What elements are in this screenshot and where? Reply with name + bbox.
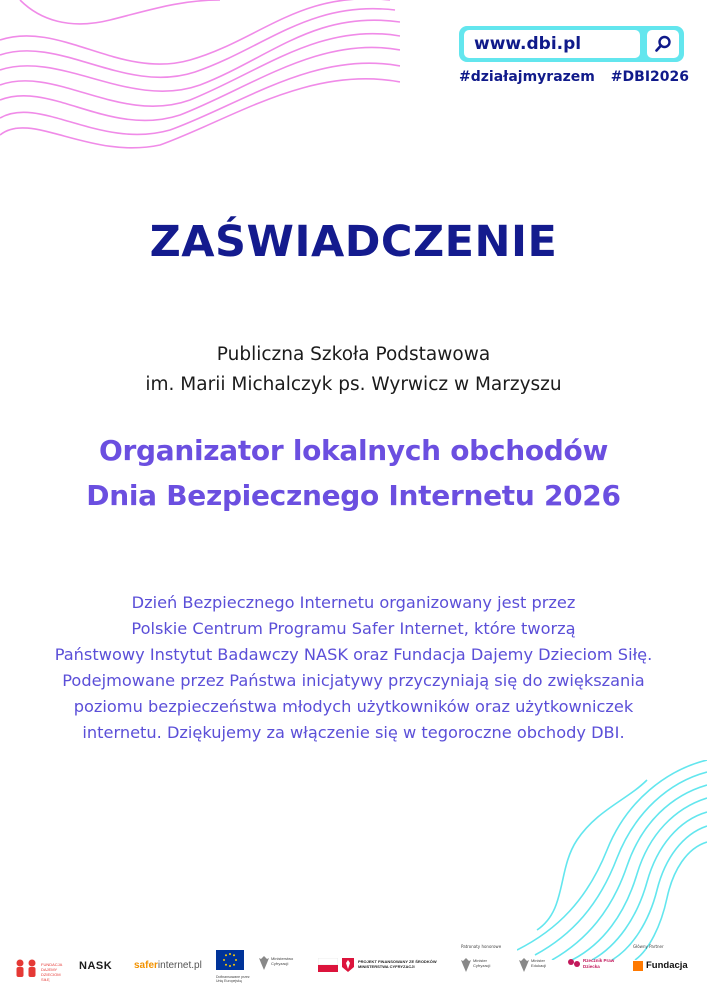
saferinternet-part-b: internet.pl	[157, 960, 202, 971]
patron-2-text: Minister Edukacji	[531, 958, 547, 968]
certificate-title: ZAŚWIADCZENIE	[149, 217, 558, 267]
description-line: internetu. Dziękujemy za włączenie się w tegoroczne obchody DBI.	[82, 723, 625, 742]
partner-logo	[633, 960, 688, 971]
description-line: Polskie Centrum Programu Safer Internet, które tworzą	[131, 619, 576, 638]
hashtags	[459, 69, 689, 85]
role-line-1: Organizator lokalnych obchodów	[98, 434, 609, 467]
saferinternet-logo	[134, 960, 202, 971]
patron-3-text: Rzecznik Praw Dziecka	[583, 958, 615, 969]
eagle-icon	[519, 958, 529, 972]
footer-logos	[0, 940, 707, 1000]
partner-text: Fundacja	[646, 960, 688, 971]
patron-ministry-education	[519, 958, 559, 972]
eu-text: Dofinansowane przez Unię Europejską	[216, 975, 250, 983]
description-line: Podejmowane przez Państwa inicjatywy przyczyniają się do zwiększania	[62, 671, 645, 690]
cyan-wave-decoration	[517, 760, 707, 960]
description-line: Państwowy Instytut Badawczy NASK oraz Fundacja Dajemy Dzieciom Siłę.	[54, 645, 653, 664]
eu-logo	[216, 950, 250, 983]
hashtag-dbi2026: #DBI2026	[610, 69, 689, 85]
polish-flag-icon	[318, 958, 338, 972]
orange-square-icon	[633, 961, 643, 971]
school-line-2: im. Marii Michalczyk ps. Wyrwicz w Marzyszu	[145, 374, 562, 395]
ministry-digital-text: Ministerstwo Cyfryzacji	[271, 956, 294, 966]
children-icon	[14, 958, 40, 982]
hashtag-dzialajmyrazem: #działajmyrazem	[459, 69, 595, 85]
description-line: poziomu bezpieczeństwa młodych użytkowników oraz użytkowniczek	[73, 697, 634, 716]
school-line-1: Publiczna Szkoła Podstawowa	[216, 344, 491, 365]
nask-logo: NASK	[79, 960, 113, 972]
url-field: www.dbi.pl	[464, 30, 640, 58]
ministry-digital-logo	[259, 956, 299, 970]
pink-wave-decoration	[0, 0, 400, 160]
search-icon	[654, 35, 672, 53]
patron-rpd	[567, 958, 619, 970]
patron-1-text: Minister Cyfryzacji	[473, 958, 491, 968]
search-button	[647, 30, 679, 58]
rpd-icon	[567, 958, 581, 970]
saferinternet-part-a: safer	[134, 960, 158, 971]
fdds-logo	[14, 954, 66, 984]
description	[0, 590, 707, 746]
patron-ministry-digital	[461, 958, 501, 972]
eagle-icon	[259, 956, 269, 970]
eagle-icon	[461, 958, 471, 972]
search-bar	[459, 26, 684, 62]
school-name	[0, 340, 707, 400]
role-line-2: Dnia Bezpiecznego Internetu 2026	[86, 479, 621, 512]
description-line: Dzień Bezpiecznego Internetu organizowany jest przez	[131, 593, 576, 612]
patronage-label: Patronaty honorowe	[461, 944, 502, 949]
fdds-text: FUNDACJA DAJEMY DZIECIOM SIŁĘ	[41, 962, 63, 982]
role-heading	[0, 428, 707, 518]
emblem-icon	[342, 958, 354, 972]
partner-label: Główny Partner	[633, 944, 664, 949]
eu-flag-icon	[216, 950, 244, 970]
project-text: PROJEKT FINANSOWANY ZE ŚRODKÓW MINISTERSTWA CYFRYZACJI	[358, 959, 437, 969]
